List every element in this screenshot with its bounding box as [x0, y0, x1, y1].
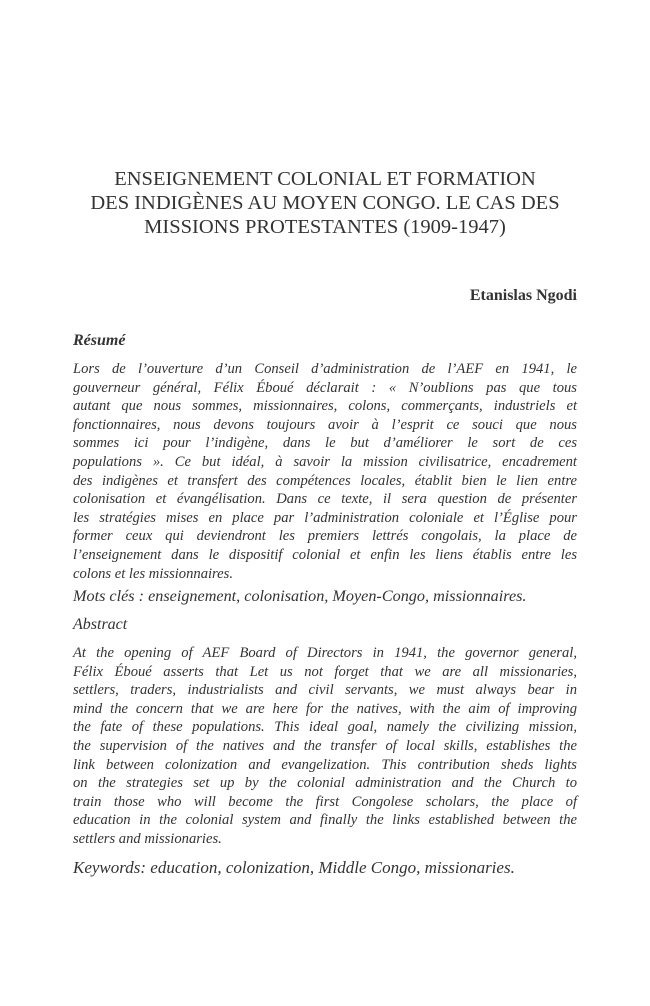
resume-line: colonisation et évangélisation. Dans ce texte, il sera question de présenter	[73, 491, 577, 508]
resume-line: Lors de l’ouverture d’un Conseil d’administration de l’AEF en 1941, le	[73, 361, 577, 377]
resume-line: colons et les missionnaires.	[73, 565, 233, 582]
abstract-line: settlers, traders, industrialists and civil servants, we must always bear in	[73, 682, 577, 699]
abstract-line: mind the concern that we are here for the natives, with the aim of improving	[73, 700, 577, 717]
abstract-line: education in the colonial system and finally the links established between the	[73, 812, 577, 829]
abstract-line: the supervision of the natives and the transfer of local skills, establishes the	[73, 737, 577, 754]
resume-line: former ceux qui deviendront les premiers lettrés congolais, la place de	[73, 528, 577, 545]
resume-line: populations ». Ce but idéal, à savoir la mission civilisatrice, encadrement	[73, 453, 577, 470]
abstract-line: train those who will become the first Congolese scholars, the place of	[73, 793, 577, 810]
abstract-line: settlers and missionaries.	[73, 830, 222, 847]
author-name: Etanislas Ngodi	[469, 287, 577, 304]
abstract-line: on the strategies set up by the colonial administration and the Church to	[73, 775, 577, 792]
abstract-heading: Abstract	[73, 616, 128, 633]
resume-line: l’enseignement dans le dispositif colonial et enfin les liens établis entre les	[73, 546, 577, 563]
resume-line: autant que nous sommes, missionnaires, colons, commerçants, industriels et	[73, 398, 577, 415]
abstract-line: Félix Éboué asserts that Let us not forget that we are all missionaries,	[73, 663, 577, 680]
title-line: MISSIONS PROTESTANTES (1909-1947)	[144, 216, 506, 238]
title-line: DES INDIGÈNES AU MOYEN CONGO. LE CAS DES	[90, 192, 560, 214]
abstract-line: the fate of these populations. This ideal goal, namely the civilizing mission,	[73, 719, 577, 736]
abstract-line: link between colonization and evangelization. This contribution sheds lights	[73, 756, 577, 773]
resume-line: fonctionnaires, nous devons toujours avoir à l’esprit ce souci que nous	[73, 416, 577, 433]
article-title	[73, 167, 577, 239]
resume-line: gouverneur général, Félix Éboué déclarait : « N’oublions pas que tous	[73, 379, 577, 396]
resume-heading: Résumé	[73, 332, 126, 349]
title-line: ENSEIGNEMENT COLONIAL ET FORMATION	[114, 168, 536, 190]
resume-line: des indigènes et transfert des compétences locales, établit bien le lien entre	[73, 472, 577, 489]
abstract-keywords: Keywords: education, colonization, Middle Congo, missionaries.	[73, 858, 515, 877]
resume-line: les stratégies mises en place par l’administration coloniale et l’Église pour	[73, 509, 577, 526]
resume-paragraph	[73, 360, 577, 583]
abstract-line: At the opening of AEF Board of Directors in 1941, the governor general,	[73, 645, 577, 661]
resume-line: sommes ici pour l’indigène, dans le but d’améliorer le sort de ces	[73, 435, 577, 452]
abstract-paragraph	[73, 644, 577, 849]
resume-keywords: Mots clés : enseignement, colonisation, Moyen-Congo, missionnaires.	[73, 587, 527, 605]
